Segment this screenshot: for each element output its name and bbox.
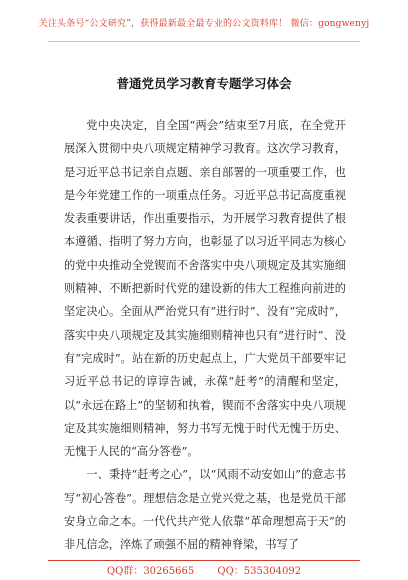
document-body: [64, 114, 346, 557]
footer-qq-number: QQ：535304092: [217, 566, 302, 577]
body-paragraph-2: 一、秉持“赶考之心”，以“风雨不动安如山”的意志书写“初心答卷”。理想信念是立党兴党之基，也是党员干部安身立命之本。一代代共产党人依靠“革命理想高于天”的非凡信念，淬炼了顽强不屈的精神脊梁，书写了: [64, 468, 346, 552]
footer-qq-group: QQ群：30265665: [106, 566, 195, 577]
body-paragraph-1: 党中央决定，自全国“两会”结束至7月底，在全党开展深入贯彻中央八项规定精神学习教育。这次学习教育，是习近平总书记亲自点题、亲自部署的一项重要工作，也是今年党建工作的一项重点任务。习近平总书记高度重视发表重要讲话，作出重要指示，为开展学习教育提供了根本遵循、指明了努力方向，也彰显了以习近平同志为核心的党中央推动全党锲而不舍落实中央八项规定及其实施细则精神、不断把新时代党的建设新的伟大工程推向前进的坚定决心。全面从严治党只有“进行时”、没有“完成时”，落实中央八项规定及其实施细则精神也只有“进行时”、没有“完成时”。站在新的历史起点上，广大党员干部要牢记习近平总书记的谆谆告诫，永葆“赶考”的清醒和坚定，以“永远在路上”的坚韧和执着，锲而不舍落实中央八项规定及其实施细则精神，努力书写无愧于时代无愧于历史、无愧于人民的“高分答卷”。: [64, 119, 346, 459]
document-title: 普通党员学习教育专题学习体会: [116, 76, 292, 91]
footer-divider: [48, 560, 360, 561]
page-footer: [0, 562, 408, 577]
header-divider: [48, 41, 360, 42]
header-notice: 关注头条号“公文研究”，获得最新最全最专业的公文资料库！ 微信：gongwenyj: [38, 19, 370, 29]
page-header: [0, 0, 408, 50]
